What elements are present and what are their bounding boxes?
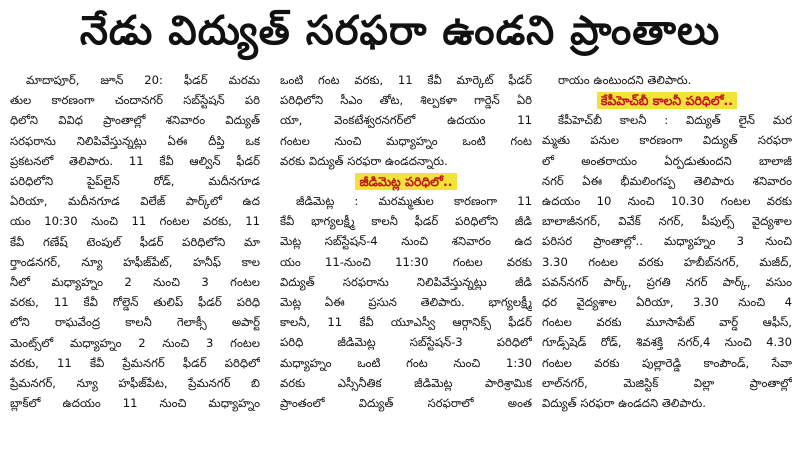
subhead-kphb-colony: [542, 90, 792, 110]
text-line: మధ్యాహ్నం ఒంటి గంట నుంచి 1:30: [280, 355, 532, 370]
subhead-jeedimetla: [280, 171, 532, 191]
text-line: పరిసర ప్రాంతాల్లో.. మధ్యాహ్నం 3 నుంచి: [542, 234, 792, 249]
text-line: 3.30 గంటల వరకు హబీబ్‌నగర్, మజీద్,: [542, 254, 792, 269]
text-line: విద్యుత్ సరఫరా ఉండదని తెలిపారు.: [542, 396, 706, 411]
text-line: ర్తాండనగర్, న్యూ హఫీజ్‌పేట్, హనీఫ్ కాల: [10, 254, 260, 269]
text-line: ప్రకటనలో తెలిపారు. 11 కేవీ ఆల్విన్ ఫీడర్: [10, 153, 260, 168]
text-line: కేపీహెచ్‌బీ కాలనీ : విద్యుత్ లైన్ మర: [558, 113, 792, 128]
text-line: మెట్ల ఏఈ ప్రసున తెలిపారు. భాగ్యలక్ష్మీ: [280, 295, 532, 310]
text-line: బాలాజీనగర్, వివేక్ నగర్, పీపుల్స్ వైద్యశాల: [542, 214, 792, 229]
text-line: కేవీ భాగ్యలక్ష్మీ కాలనీ ఫీడర్ పరిధిలోని జీడి: [280, 214, 532, 229]
text-line: మాదాపూర్, జూన్ 20: ఫీడర్ మరమ: [26, 73, 260, 87]
text-line: గంటల నుంచి మధ్యాహ్నం ఒంటి గంట: [280, 133, 532, 148]
text-line: ప్రేమనగర్, న్యూ హఫీజ్‌పేట, ప్రేమనగర్ బి: [10, 376, 260, 391]
text-line: యం 10:30 నుంచి 11 గంటల వరకు, 11: [10, 214, 260, 229]
text-line: ఒంటి గంట వరకు, 11 కేవీ మార్కెట్ ఫీడర్: [280, 73, 532, 87]
text-line: ధర వైద్యశాల ఏరియా, 3.30 నుంచి 4: [542, 295, 792, 310]
text-line: యా, వెంకటేశ్వరనగర్‌లో ఉదయం 11: [280, 113, 532, 128]
text-line: పరిధిలోని పైప్‌లైన్ రోడ్, మదీనగూడ: [10, 174, 260, 189]
text-line: మ్మతు పనుల కారణంగా విద్యుత్ సరఫరా: [542, 133, 792, 148]
text-line: లాల్‌నగర్, మెజిస్టిక్ విల్లా ప్రాంతాల్లో: [542, 375, 792, 390]
subhead-kphb-colony-label: కేపీహెచ్‌బీ కాలనీ పరిధిలో..: [597, 92, 737, 109]
subhead-jeedimetla-label: జీడిమెట్ల పరిధిలో..: [355, 173, 456, 190]
text-line: విద్యుత్ సరఫరాను నిలిపివేస్తున్నట్లు జీడి: [280, 274, 532, 289]
text-line: మెట్ల సబ్‌స్టేషన్-4 నుంచి శనివారం ఉద: [280, 234, 532, 249]
text-line: గూడ్స్‌షెడ్ రోడ్, శివశక్తి నగర్,4 నుంచి 4.30: [542, 335, 792, 350]
text-line: మెంట్స్‌లో మధ్యాహ్నం 2 నుంచి 3 గంటల: [10, 335, 260, 350]
text-line: వరకు, 11 కేవీ ప్రేమనగర్ ఫీడర్ పరిధిలో: [10, 355, 260, 370]
text-line: కేవీ గణేష్ టెంపుల్ ఫీడర్ పరిధిలోని మా: [10, 234, 260, 249]
text-line: వరకు విద్యుత్ సరఫరా ఉండదన్నారు.: [280, 153, 448, 168]
text-line: నగర్ ఏఈ భీమలింగప్ప తెలిపారు శనివారం: [542, 173, 792, 188]
headline: నేడు విద్యుత్ సరఫరా ఉండని ప్రాంతాలు: [79, 8, 721, 54]
article-column-1: [10, 70, 260, 413]
text-line: లోని రాఘవేంద్ర కాలనీ గెలాక్సీ అపార్ట్: [10, 315, 260, 330]
text-line: ఏరియా, మదీనగూడ విలేజ్ పార్క్‌లో ఉద: [10, 194, 260, 209]
text-line: యం 11-నుంచి 11:30 గంటల వరకు: [280, 254, 532, 269]
text-line: జీడిమెట్ల : మరమ్మతుల కారణంగా 11: [296, 194, 532, 209]
text-line: నీలో మధ్యాహ్నం 2 నుంచి 3 గంటల: [10, 275, 260, 290]
text-line: పరిధి జీడిమెట్ల సబ్‌స్టేషన్-3 పరిధిలో: [280, 335, 532, 350]
text-line: వరకు ఎస్సీనీతిక జీడిమెట్ల పారిశ్రామిక: [280, 375, 532, 390]
text-line: పవన్‌నగర్ పార్క్, ప్రగతి నగర్ పార్క్, వసుం: [542, 274, 792, 289]
text-line: గంటల వరకు మూసాపేట్ వార్డ్ ఆఫీస్,: [542, 315, 792, 330]
text-line: లో అంతరాయం ఏర్పడుతుందని బాలాజీ: [542, 153, 792, 168]
text-line: తుల కారణంగా చందానగర్ సబ్‌స్టేషన్ పరి: [10, 93, 260, 108]
text-line: ప్రాంతంలో విద్యుత్ సరఫరాలో అంత: [280, 396, 532, 411]
text-line: రాయం ఉంటుందని తెలిపారు.: [558, 73, 692, 87]
text-line: గంటల వరకు పుల్లారెడ్డి కాంపౌండ్, సేవా: [542, 355, 792, 370]
text-line: ధిలోని వివిధ ప్రాంతాల్లో శనివారం విద్యుత్: [10, 113, 260, 128]
text-line: బ్లాక్‌లో ఉదయం 11 నుంచి మధ్యాహ్నం: [10, 396, 260, 411]
text-line: ఉదయం 10 నుంచి 10.30 గంటల వరకు: [542, 194, 792, 209]
article-column-2: [280, 70, 532, 413]
text-line: వరకు, 11 కేవీ గోల్డెన్ తులిప్ ఫీడర్ పరిధి: [10, 295, 260, 310]
text-line: సరఫరాను నిలిపివేస్తున్నట్లు ఏఈ దీప్తి ఒక: [10, 133, 260, 148]
text-line: పరిధిలోని సీఎం తోట, శిల్పకళా గార్డెన్ ఏరి: [280, 93, 532, 108]
article-column-3: [542, 70, 792, 413]
text-line: కాలనీ, 11 కేవీ యూఎస్వీ ఆర్గానిక్స్ ఫీడర్: [280, 315, 532, 330]
